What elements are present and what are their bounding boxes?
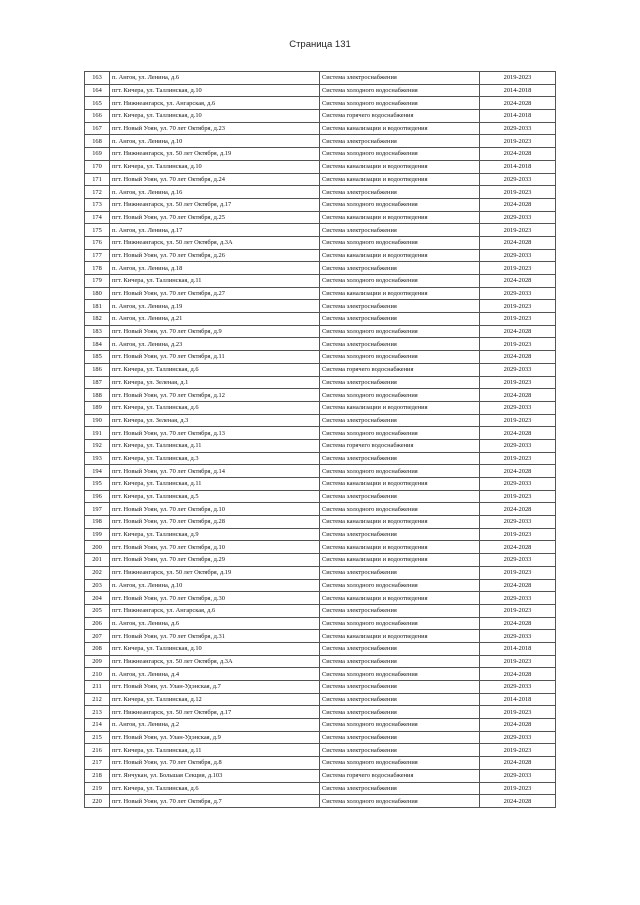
table-row bbox=[85, 389, 556, 402]
table-row bbox=[85, 655, 556, 668]
table-row bbox=[85, 757, 556, 770]
period-cell: 2019-2023 bbox=[480, 338, 556, 351]
period-cell: 2029-2033 bbox=[480, 173, 556, 186]
system-cell: Система холодного водоснабжения bbox=[320, 427, 480, 440]
address-cell: пгт. Нижнеангарск, ул. 50 лет Октября, д.19 bbox=[110, 566, 320, 579]
period-cell: 2014-2018 bbox=[480, 160, 556, 173]
address-cell: п. Ангоя, ул. Ленина, д.6 bbox=[110, 72, 320, 85]
row-number: 174 bbox=[85, 211, 110, 224]
table-row bbox=[85, 160, 556, 173]
period-cell: 2024-2028 bbox=[480, 351, 556, 364]
system-cell: Система электроснабжения bbox=[320, 376, 480, 389]
period-cell: 2024-2028 bbox=[480, 668, 556, 681]
period-cell: 2029-2033 bbox=[480, 211, 556, 224]
table-row bbox=[85, 490, 556, 503]
period-cell: 2024-2028 bbox=[480, 389, 556, 402]
address-cell: пгт. Кичера, ул. Зеленая, д.1 bbox=[110, 376, 320, 389]
table-row bbox=[85, 351, 556, 364]
table-row bbox=[85, 122, 556, 135]
period-cell: 2014-2018 bbox=[480, 693, 556, 706]
period-cell: 2019-2023 bbox=[480, 186, 556, 199]
address-cell: п. Ангоя, ул. Ленина, д.16 bbox=[110, 186, 320, 199]
period-cell: 2024-2028 bbox=[480, 325, 556, 338]
address-cell: пгт. Новый Уоян, ул. 70 лет Октября, д.26 bbox=[110, 249, 320, 262]
table-row bbox=[85, 275, 556, 288]
row-number: 220 bbox=[85, 795, 110, 808]
system-cell: Система электроснабжения bbox=[320, 490, 480, 503]
row-number: 201 bbox=[85, 554, 110, 567]
system-cell: Система холодного водоснабжения bbox=[320, 757, 480, 770]
system-cell: Система канализации и водоотведения bbox=[320, 516, 480, 529]
system-cell: Система холодного водоснабжения bbox=[320, 503, 480, 516]
system-cell: Система электроснабжения bbox=[320, 782, 480, 795]
row-number: 200 bbox=[85, 541, 110, 554]
row-number: 213 bbox=[85, 706, 110, 719]
row-number: 203 bbox=[85, 579, 110, 592]
row-number: 216 bbox=[85, 744, 110, 757]
period-cell: 2024-2028 bbox=[480, 795, 556, 808]
row-number: 168 bbox=[85, 135, 110, 148]
row-number: 196 bbox=[85, 490, 110, 503]
system-cell: Система горячего водоснабжения bbox=[320, 363, 480, 376]
address-cell: пгт. Новый Уоян, ул. 70 лет Октября, д.12 bbox=[110, 389, 320, 402]
system-cell: Система горячего водоснабжения bbox=[320, 769, 480, 782]
system-cell: Система электроснабжения bbox=[320, 313, 480, 326]
row-number: 211 bbox=[85, 681, 110, 694]
row-number: 163 bbox=[85, 72, 110, 85]
table-row bbox=[85, 744, 556, 757]
address-cell: пгт. Новый Уоян, ул. 70 лет Октября, д.23 bbox=[110, 122, 320, 135]
address-cell: пгт. Нижнеангарск, ул. Ангарская, д.6 bbox=[110, 604, 320, 617]
period-cell: 2019-2023 bbox=[480, 528, 556, 541]
row-number: 208 bbox=[85, 642, 110, 655]
period-cell: 2029-2033 bbox=[480, 401, 556, 414]
row-number: 217 bbox=[85, 757, 110, 770]
table-row bbox=[85, 236, 556, 249]
table-row bbox=[85, 110, 556, 123]
row-number: 171 bbox=[85, 173, 110, 186]
period-cell: 2019-2023 bbox=[480, 604, 556, 617]
row-number: 172 bbox=[85, 186, 110, 199]
row-number: 186 bbox=[85, 363, 110, 376]
address-cell: п. Ангоя, ул. Ленина, д.21 bbox=[110, 313, 320, 326]
system-cell: Система холодного водоснабжения bbox=[320, 617, 480, 630]
table-row bbox=[85, 579, 556, 592]
row-number: 185 bbox=[85, 351, 110, 364]
table-row bbox=[85, 617, 556, 630]
system-cell: Система электроснабжения bbox=[320, 186, 480, 199]
system-cell: Система канализации и водоотведения bbox=[320, 541, 480, 554]
period-cell: 2029-2033 bbox=[480, 630, 556, 643]
row-number: 178 bbox=[85, 262, 110, 275]
row-number: 194 bbox=[85, 465, 110, 478]
system-cell: Система электроснабжения bbox=[320, 338, 480, 351]
system-cell: Система электроснабжения bbox=[320, 693, 480, 706]
period-cell: 2024-2028 bbox=[480, 148, 556, 161]
address-cell: пгт. Новый Уоян, ул. 70 лет Октября, д.11 bbox=[110, 351, 320, 364]
system-cell: Система холодного водоснабжения bbox=[320, 668, 480, 681]
row-number: 181 bbox=[85, 300, 110, 313]
row-number: 191 bbox=[85, 427, 110, 440]
row-number: 199 bbox=[85, 528, 110, 541]
system-cell: Система электроснабжения bbox=[320, 452, 480, 465]
period-cell: 2024-2028 bbox=[480, 541, 556, 554]
address-cell: пгт. Кичера, ул. Таллинская, д.6 bbox=[110, 363, 320, 376]
period-cell: 2029-2033 bbox=[480, 516, 556, 529]
period-cell: 2024-2028 bbox=[480, 198, 556, 211]
system-cell: Система холодного водоснабжения bbox=[320, 351, 480, 364]
system-cell: Система холодного водоснабжения bbox=[320, 275, 480, 288]
table-row bbox=[85, 300, 556, 313]
table-row bbox=[85, 249, 556, 262]
row-number: 183 bbox=[85, 325, 110, 338]
period-cell: 2029-2033 bbox=[480, 287, 556, 300]
period-cell: 2019-2023 bbox=[480, 782, 556, 795]
row-number: 176 bbox=[85, 236, 110, 249]
period-cell: 2014-2018 bbox=[480, 84, 556, 97]
address-cell: п. Ангоя, ул. Ленина, д.4 bbox=[110, 668, 320, 681]
table-row bbox=[85, 465, 556, 478]
row-number: 209 bbox=[85, 655, 110, 668]
period-cell: 2029-2033 bbox=[480, 478, 556, 491]
system-cell: Система канализации и водоотведения bbox=[320, 160, 480, 173]
system-cell: Система холодного водоснабжения bbox=[320, 795, 480, 808]
table-row bbox=[85, 401, 556, 414]
row-number: 212 bbox=[85, 693, 110, 706]
period-cell: 2029-2033 bbox=[480, 363, 556, 376]
period-cell: 2019-2023 bbox=[480, 655, 556, 668]
system-cell: Система канализации и водоотведения bbox=[320, 554, 480, 567]
table-row bbox=[85, 439, 556, 452]
address-cell: пгт. Кичера, ул. Таллинская, д.10 bbox=[110, 84, 320, 97]
page-title: Страница 131 bbox=[289, 39, 351, 50]
row-number: 214 bbox=[85, 719, 110, 732]
system-cell: Система канализации и водоотведения bbox=[320, 401, 480, 414]
period-cell: 2019-2023 bbox=[480, 135, 556, 148]
table-row bbox=[85, 211, 556, 224]
address-cell: п. Ангоя, ул. Ленина, д.23 bbox=[110, 338, 320, 351]
period-cell: 2019-2023 bbox=[480, 224, 556, 237]
period-cell: 2024-2028 bbox=[480, 503, 556, 516]
address-cell: пгт. Кичера, ул. Таллинская, д.5 bbox=[110, 490, 320, 503]
system-cell: Система электроснабжения bbox=[320, 72, 480, 85]
table-row bbox=[85, 604, 556, 617]
system-cell: Система электроснабжения bbox=[320, 135, 480, 148]
address-cell: пгт. Новый Уоян, ул. 70 лет Октября, д.31 bbox=[110, 630, 320, 643]
row-number: 204 bbox=[85, 592, 110, 605]
row-number: 218 bbox=[85, 769, 110, 782]
row-number: 169 bbox=[85, 148, 110, 161]
address-cell: пгт. Нижнеангарск, ул. 50 лет Октября, д.17 bbox=[110, 198, 320, 211]
table-row bbox=[85, 630, 556, 643]
system-cell: Система электроснабжения bbox=[320, 655, 480, 668]
period-cell: 2024-2028 bbox=[480, 465, 556, 478]
table-row bbox=[85, 503, 556, 516]
row-number: 197 bbox=[85, 503, 110, 516]
registry-table bbox=[84, 71, 556, 808]
period-cell: 2024-2028 bbox=[480, 427, 556, 440]
system-cell: Система канализации и водоотведения bbox=[320, 287, 480, 300]
address-cell: пгт. Новый Уоян, ул. 70 лет Октября, д.28 bbox=[110, 516, 320, 529]
system-cell: Система электроснабжения bbox=[320, 604, 480, 617]
system-cell: Система канализации и водоотведения bbox=[320, 173, 480, 186]
address-cell: п. Ангоя, ул. Ленина, д.10 bbox=[110, 579, 320, 592]
table-row bbox=[85, 427, 556, 440]
system-cell: Система электроснабжения bbox=[320, 300, 480, 313]
system-cell: Система электроснабжения bbox=[320, 566, 480, 579]
table-row bbox=[85, 681, 556, 694]
address-cell: п. Ангоя, ул. Ленина, д.19 bbox=[110, 300, 320, 313]
address-cell: пгт. Новый Уоян, ул. 70 лет Октября, д.29 bbox=[110, 554, 320, 567]
address-cell: пгт. Кичера, ул. Таллинская, д.11 bbox=[110, 744, 320, 757]
table-row bbox=[85, 224, 556, 237]
row-number: 187 bbox=[85, 376, 110, 389]
address-cell: пгт. Нижнеангарск, ул. 50 лет Октября, д.3А bbox=[110, 655, 320, 668]
system-cell: Система электроснабжения bbox=[320, 744, 480, 757]
table-row bbox=[85, 693, 556, 706]
period-cell: 2024-2028 bbox=[480, 275, 556, 288]
row-number: 193 bbox=[85, 452, 110, 465]
system-cell: Система электроснабжения bbox=[320, 528, 480, 541]
system-cell: Система канализации и водоотведения bbox=[320, 592, 480, 605]
address-cell: пгт. Новый Уоян, ул. 70 лет Октября, д.13 bbox=[110, 427, 320, 440]
address-cell: пгт. Кичера, ул. Таллинская, д.6 bbox=[110, 401, 320, 414]
address-cell: пгт. Кичера, ул. Таллинская, д.10 bbox=[110, 160, 320, 173]
row-number: 164 bbox=[85, 84, 110, 97]
address-cell: пгт. Кичера, ул. Таллинская, д.10 bbox=[110, 642, 320, 655]
system-cell: Система электроснабжения bbox=[320, 706, 480, 719]
system-cell: Система холодного водоснабжения bbox=[320, 236, 480, 249]
table-row bbox=[85, 287, 556, 300]
table-row bbox=[85, 148, 556, 161]
period-cell: 2019-2023 bbox=[480, 566, 556, 579]
row-number: 180 bbox=[85, 287, 110, 300]
system-cell: Система электроснабжения bbox=[320, 681, 480, 694]
table-row bbox=[85, 198, 556, 211]
period-cell: 2019-2023 bbox=[480, 706, 556, 719]
system-cell: Система электроснабжения bbox=[320, 414, 480, 427]
system-cell: Система холодного водоснабжения bbox=[320, 198, 480, 211]
address-cell: пгт. Кичера, ул. Таллинская, д.9 bbox=[110, 528, 320, 541]
row-number: 189 bbox=[85, 401, 110, 414]
table-row bbox=[85, 186, 556, 199]
system-cell: Система канализации и водоотведения bbox=[320, 478, 480, 491]
table-row bbox=[85, 262, 556, 275]
table-row bbox=[85, 376, 556, 389]
address-cell: п. Ангоя, ул. Ленина, д.6 bbox=[110, 617, 320, 630]
table-row bbox=[85, 795, 556, 808]
period-cell: 2019-2023 bbox=[480, 300, 556, 313]
address-cell: пгт. Кичера, ул. Таллинская, д.3 bbox=[110, 452, 320, 465]
period-cell: 2019-2023 bbox=[480, 744, 556, 757]
period-cell: 2024-2028 bbox=[480, 236, 556, 249]
table-row bbox=[85, 642, 556, 655]
address-cell: п. Ангоя, ул. Ленина, д.17 bbox=[110, 224, 320, 237]
row-number: 177 bbox=[85, 249, 110, 262]
row-number: 188 bbox=[85, 389, 110, 402]
address-cell: пгт. Нижнеангарск, ул. 50 лет Октября, д.17 bbox=[110, 706, 320, 719]
system-cell: Система холодного водоснабжения bbox=[320, 389, 480, 402]
table-row bbox=[85, 173, 556, 186]
row-number: 219 bbox=[85, 782, 110, 795]
address-cell: пгт. Нижнеангарск, ул. 50 лет Октября, д.19 bbox=[110, 148, 320, 161]
system-cell: Система канализации и водоотведения bbox=[320, 122, 480, 135]
period-cell: 2019-2023 bbox=[480, 490, 556, 503]
row-number: 202 bbox=[85, 566, 110, 579]
period-cell: 2029-2033 bbox=[480, 681, 556, 694]
row-number: 175 bbox=[85, 224, 110, 237]
system-cell: Система холодного водоснабжения bbox=[320, 579, 480, 592]
system-cell: Система канализации и водоотведения bbox=[320, 630, 480, 643]
row-number: 198 bbox=[85, 516, 110, 529]
table-row bbox=[85, 414, 556, 427]
address-cell: пгт. Новый Уоян, ул. 70 лет Октября, д.10 bbox=[110, 541, 320, 554]
period-cell: 2014-2018 bbox=[480, 642, 556, 655]
address-cell: пгт. Новый Уоян, ул. Улан-Удэнская, д.9 bbox=[110, 731, 320, 744]
table-row bbox=[85, 135, 556, 148]
address-cell: пгт. Новый Уоян, ул. 70 лет Октября, д.8 bbox=[110, 757, 320, 770]
address-cell: пгт. Кичера, ул. Таллинская, д.11 bbox=[110, 478, 320, 491]
system-cell: Система холодного водоснабжения bbox=[320, 97, 480, 110]
table-row bbox=[85, 592, 556, 605]
period-cell: 2019-2023 bbox=[480, 72, 556, 85]
system-cell: Система горячего водоснабжения bbox=[320, 110, 480, 123]
period-cell: 2019-2023 bbox=[480, 376, 556, 389]
table-row bbox=[85, 97, 556, 110]
period-cell: 2029-2033 bbox=[480, 731, 556, 744]
address-cell: пгт. Кичера, ул. Таллинская, д.11 bbox=[110, 275, 320, 288]
address-cell: пгт. Новый Уоян, ул. 70 лет Октября, д.30 bbox=[110, 592, 320, 605]
address-cell: пгт. Новый Уоян, ул. 70 лет Октября, д.24 bbox=[110, 173, 320, 186]
period-cell: 2029-2033 bbox=[480, 122, 556, 135]
row-number: 182 bbox=[85, 313, 110, 326]
table-row bbox=[85, 528, 556, 541]
table-row bbox=[85, 719, 556, 732]
system-cell: Система электроснабжения bbox=[320, 642, 480, 655]
table-row bbox=[85, 72, 556, 85]
address-cell: пгт. Кичера, ул. Зеленая, д.3 bbox=[110, 414, 320, 427]
system-cell: Система канализации и водоотведения bbox=[320, 211, 480, 224]
table-row bbox=[85, 478, 556, 491]
address-cell: п. Ангоя, ул. Ленина, д.2 bbox=[110, 719, 320, 732]
address-cell: пгт. Новый Уоян, ул. 70 лет Октября, д.25 bbox=[110, 211, 320, 224]
row-number: 170 bbox=[85, 160, 110, 173]
table-row bbox=[85, 452, 556, 465]
row-number: 210 bbox=[85, 668, 110, 681]
period-cell: 2019-2023 bbox=[480, 414, 556, 427]
system-cell: Система холодного водоснабжения bbox=[320, 465, 480, 478]
period-cell: 2024-2028 bbox=[480, 757, 556, 770]
address-cell: пгт. Новый Уоян, ул. 70 лет Октября, д.9 bbox=[110, 325, 320, 338]
address-cell: пгт. Кичера, ул. Таллинская, д.6 bbox=[110, 782, 320, 795]
period-cell: 2019-2023 bbox=[480, 452, 556, 465]
period-cell: 2029-2033 bbox=[480, 439, 556, 452]
system-cell: Система холодного водоснабжения bbox=[320, 325, 480, 338]
table-row bbox=[85, 516, 556, 529]
period-cell: 2029-2033 bbox=[480, 554, 556, 567]
system-cell: Система электроснабжения bbox=[320, 731, 480, 744]
system-cell: Система холодного водоснабжения bbox=[320, 148, 480, 161]
table-row bbox=[85, 706, 556, 719]
system-cell: Система горячего водоснабжения bbox=[320, 439, 480, 452]
row-number: 195 bbox=[85, 478, 110, 491]
row-number: 167 bbox=[85, 122, 110, 135]
row-number: 192 bbox=[85, 439, 110, 452]
period-cell: 2014-2018 bbox=[480, 110, 556, 123]
address-cell: пгт. Новый Уоян, ул. 70 лет Октября, д.7 bbox=[110, 795, 320, 808]
address-cell: пгт. Новый Уоян, ул. 70 лет Октября, д.27 bbox=[110, 287, 320, 300]
address-cell: пгт. Новый Уоян, ул. 70 лет Октября, д.10 bbox=[110, 503, 320, 516]
system-cell: Система холодного водоснабжения bbox=[320, 719, 480, 732]
row-number: 166 bbox=[85, 110, 110, 123]
table-row bbox=[85, 668, 556, 681]
period-cell: 2024-2028 bbox=[480, 97, 556, 110]
table-row bbox=[85, 84, 556, 97]
row-number: 205 bbox=[85, 604, 110, 617]
period-cell: 2019-2023 bbox=[480, 262, 556, 275]
table-row bbox=[85, 325, 556, 338]
period-cell: 2024-2028 bbox=[480, 719, 556, 732]
period-cell: 2029-2033 bbox=[480, 249, 556, 262]
row-number: 173 bbox=[85, 198, 110, 211]
period-cell: 2024-2028 bbox=[480, 579, 556, 592]
table-row bbox=[85, 782, 556, 795]
table-row bbox=[85, 566, 556, 579]
address-cell: пгт. Нижнеангарск, ул. Ангарская, д.6 bbox=[110, 97, 320, 110]
address-cell: пгт. Кичера, ул. Таллинская, д.10 bbox=[110, 110, 320, 123]
period-cell: 2024-2028 bbox=[480, 617, 556, 630]
row-number: 184 bbox=[85, 338, 110, 351]
table-row bbox=[85, 363, 556, 376]
address-cell: пгт. Кичера, ул. Таллинская, д.11 bbox=[110, 439, 320, 452]
address-cell: пгт. Новый Уоян, ул. 70 лет Октября, д.14 bbox=[110, 465, 320, 478]
table-row bbox=[85, 541, 556, 554]
address-cell: п. Ангоя, ул. Ленина, д.10 bbox=[110, 135, 320, 148]
table-row bbox=[85, 313, 556, 326]
address-cell: пгт. Нижнеангарск, ул. 50 лет Октября, д.3А bbox=[110, 236, 320, 249]
period-cell: 2029-2033 bbox=[480, 592, 556, 605]
table-row bbox=[85, 769, 556, 782]
period-cell: 2019-2023 bbox=[480, 313, 556, 326]
row-number: 190 bbox=[85, 414, 110, 427]
table-row bbox=[85, 554, 556, 567]
row-number: 207 bbox=[85, 630, 110, 643]
table-row bbox=[85, 338, 556, 351]
row-number: 215 bbox=[85, 731, 110, 744]
table-row bbox=[85, 731, 556, 744]
row-number: 179 bbox=[85, 275, 110, 288]
address-cell: пгт. Кичера, ул. Таллинская, д.12 bbox=[110, 693, 320, 706]
system-cell: Система канализации и водоотведения bbox=[320, 249, 480, 262]
system-cell: Система холодного водоснабжения bbox=[320, 84, 480, 97]
period-cell: 2029-2033 bbox=[480, 769, 556, 782]
address-cell: п. Ангоя, ул. Ленина, д.18 bbox=[110, 262, 320, 275]
system-cell: Система электроснабжения bbox=[320, 262, 480, 275]
row-number: 206 bbox=[85, 617, 110, 630]
system-cell: Система электроснабжения bbox=[320, 224, 480, 237]
registry-table-body bbox=[85, 72, 556, 808]
address-cell: пгт. Янчукан, ул. Большая Секция, д.103 bbox=[110, 769, 320, 782]
address-cell: пгт. Новый Уоян, ул. Улан-Удэнская, д.7 bbox=[110, 681, 320, 694]
row-number: 165 bbox=[85, 97, 110, 110]
